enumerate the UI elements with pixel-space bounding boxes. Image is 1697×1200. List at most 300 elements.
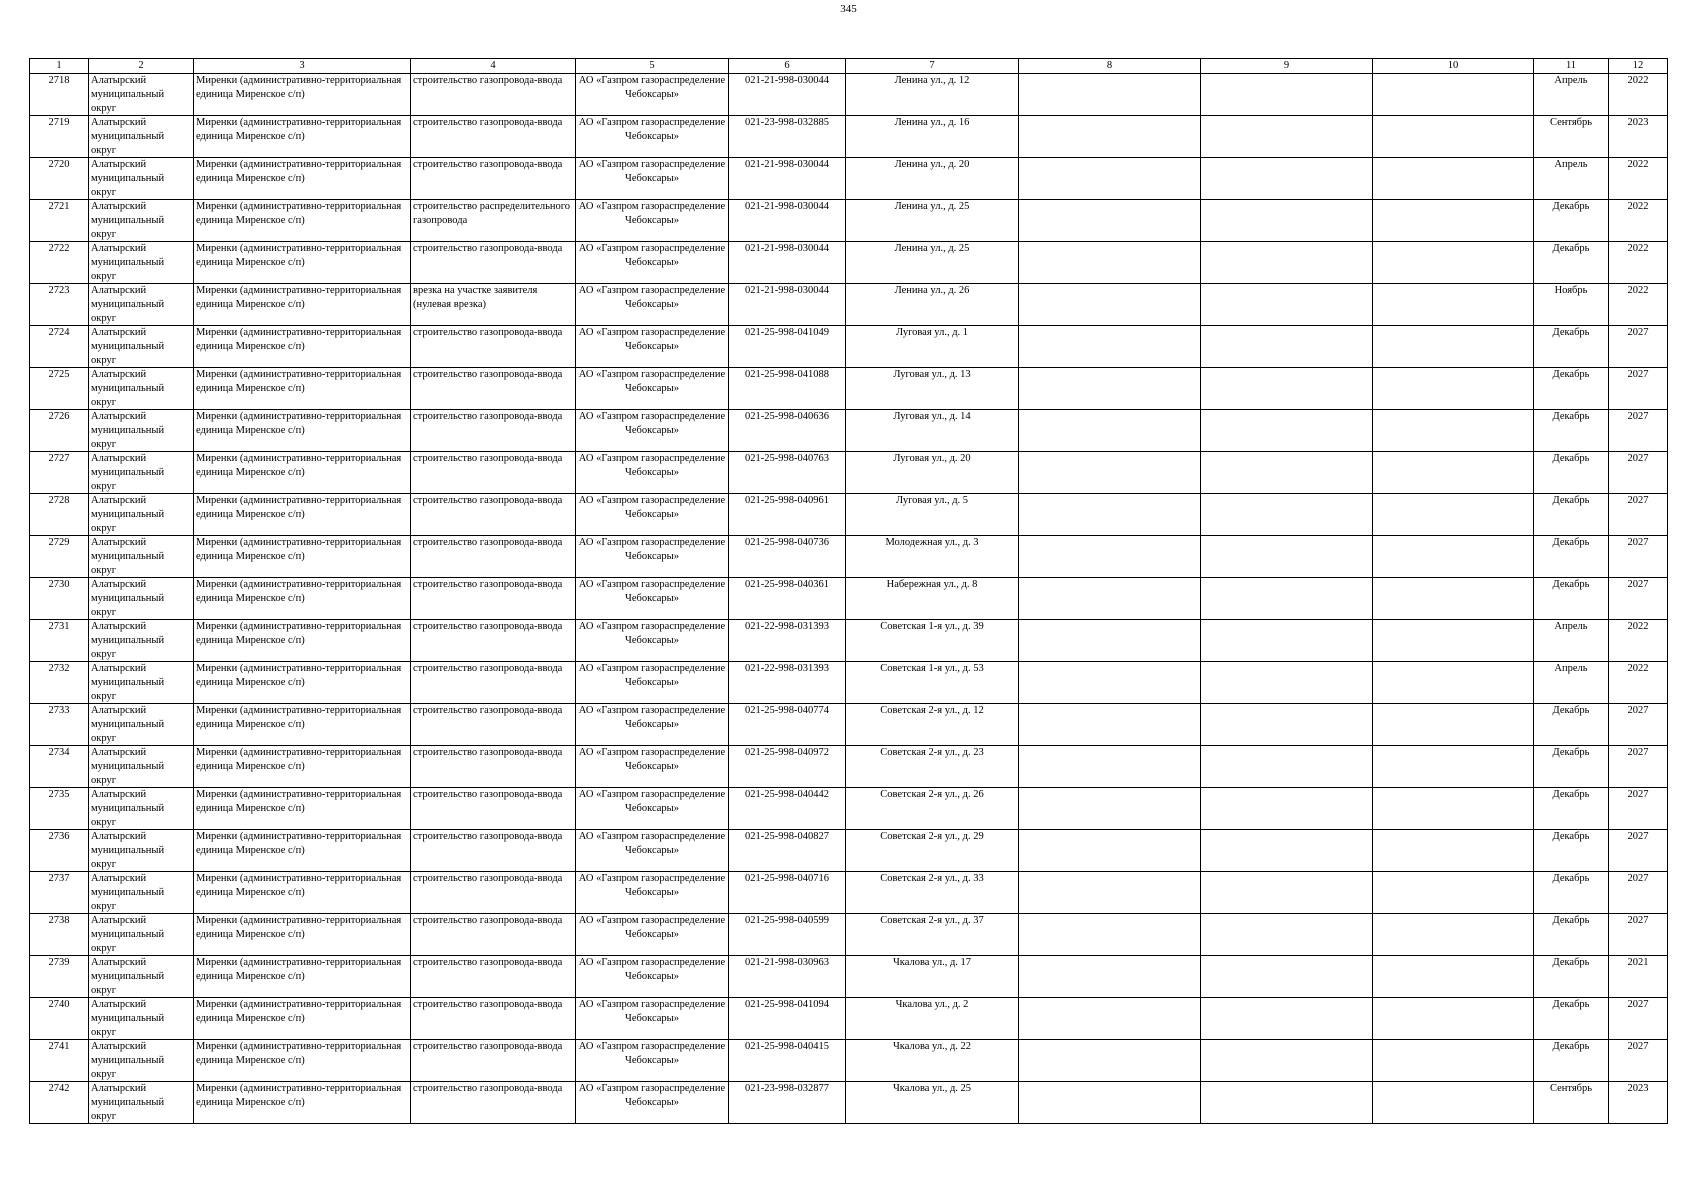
column-8-cell bbox=[1019, 788, 1201, 830]
row-number-text: 2742 bbox=[48, 1083, 70, 1094]
month-cell bbox=[1534, 452, 1609, 494]
column-header-4: 4 bbox=[411, 59, 576, 74]
month-cell bbox=[1534, 662, 1609, 704]
column-9-cell bbox=[1201, 956, 1373, 998]
column-9-cell bbox=[1201, 242, 1373, 284]
locality-cell-text: Миренки (административно-территориальная единица Миренское с/п) bbox=[196, 453, 402, 478]
program-code-cell-text: 021-21-998-030044 bbox=[745, 243, 829, 254]
month-cell bbox=[1534, 914, 1609, 956]
locality-cell bbox=[194, 1040, 411, 1082]
program-code-cell-text: 021-22-998-031393 bbox=[745, 621, 829, 632]
district-cell-text: Алатырский муниципальный округ bbox=[91, 1041, 165, 1080]
column-9-cell bbox=[1201, 662, 1373, 704]
table-row bbox=[30, 956, 1668, 998]
work-type-cell bbox=[411, 872, 576, 914]
month-cell-text: Декабрь bbox=[1552, 999, 1590, 1010]
column-9-cell bbox=[1201, 284, 1373, 326]
locality-cell-text: Миренки (административно-территориальная единица Миренское с/п) bbox=[196, 915, 402, 940]
district-cell bbox=[89, 200, 194, 242]
year-cell bbox=[1609, 326, 1668, 368]
column-8-cell bbox=[1019, 368, 1201, 410]
column-10-cell bbox=[1373, 494, 1534, 536]
row-number-text: 2736 bbox=[48, 831, 70, 842]
program-code-cell-text: 021-22-998-031393 bbox=[745, 663, 829, 674]
row-number bbox=[30, 578, 89, 620]
year-cell-text: 2022 bbox=[1627, 285, 1649, 296]
locality-cell-text: Миренки (административно-территориальная единица Миренское с/п) bbox=[196, 705, 402, 730]
column-10-cell-text bbox=[1375, 158, 1531, 199]
column-10-cell-text bbox=[1375, 956, 1531, 997]
column-8-cell bbox=[1019, 410, 1201, 452]
column-8-cell-text bbox=[1021, 830, 1198, 871]
locality-cell-text: Миренки (административно-территориальная единица Миренское с/п) bbox=[196, 747, 402, 772]
month-cell bbox=[1534, 200, 1609, 242]
month-cell bbox=[1534, 620, 1609, 662]
program-code-cell-text: 021-25-998-040961 bbox=[745, 495, 829, 506]
address-cell-text: Ленина ул., д. 16 bbox=[894, 117, 970, 128]
month-cell-text: Декабрь bbox=[1552, 747, 1590, 758]
address-cell-text: Чкалова ул., д. 25 bbox=[892, 1083, 972, 1094]
work-type-cell bbox=[411, 74, 576, 116]
month-cell-text: Декабрь bbox=[1552, 915, 1590, 926]
program-code-cell bbox=[729, 788, 846, 830]
column-9-cell-text bbox=[1203, 956, 1370, 997]
year-cell-text: 2023 bbox=[1627, 117, 1649, 128]
year-cell-text: 2027 bbox=[1627, 873, 1649, 884]
year-cell bbox=[1609, 158, 1668, 200]
column-8-cell bbox=[1019, 998, 1201, 1040]
column-9-cell bbox=[1201, 1040, 1373, 1082]
work-type-cell-text: строительство газопровода-ввода bbox=[413, 621, 563, 632]
organization-cell-text: АО «Газпром газораспределение Чебоксары» bbox=[578, 453, 726, 478]
work-type-cell-text: строительство газопровода-ввода bbox=[413, 915, 563, 926]
column-10-cell bbox=[1373, 1082, 1534, 1124]
locality-cell-text: Миренки (административно-территориальная единица Миренское с/п) bbox=[196, 411, 402, 436]
program-code-cell-text: 021-25-998-041094 bbox=[745, 999, 829, 1010]
program-code-cell bbox=[729, 578, 846, 620]
locality-cell bbox=[194, 284, 411, 326]
district-cell-text: Алатырский муниципальный округ bbox=[91, 243, 165, 282]
column-8-cell-text bbox=[1021, 494, 1198, 535]
program-code-cell bbox=[729, 452, 846, 494]
month-cell bbox=[1534, 788, 1609, 830]
year-cell bbox=[1609, 578, 1668, 620]
locality-cell-text: Миренки (административно-территориальная единица Миренское с/п) bbox=[196, 999, 402, 1024]
month-cell bbox=[1534, 872, 1609, 914]
month-cell-text: Декабрь bbox=[1552, 495, 1590, 506]
column-9-cell-text bbox=[1203, 242, 1370, 283]
district-cell bbox=[89, 116, 194, 158]
work-type-cell bbox=[411, 998, 576, 1040]
locality-cell-text: Миренки (административно-территориальная единица Миренское с/п) bbox=[196, 369, 402, 394]
year-cell bbox=[1609, 914, 1668, 956]
program-code-cell bbox=[729, 494, 846, 536]
organization-cell bbox=[576, 242, 729, 284]
address-cell-text: Советская 2-я ул., д. 33 bbox=[880, 873, 984, 884]
address-cell bbox=[846, 452, 1019, 494]
year-cell bbox=[1609, 410, 1668, 452]
row-number bbox=[30, 620, 89, 662]
work-type-cell-text: строительство распределительного газопровода bbox=[413, 201, 571, 226]
column-8-cell bbox=[1019, 74, 1201, 116]
year-cell-text: 2022 bbox=[1627, 243, 1649, 254]
work-type-cell bbox=[411, 536, 576, 578]
column-8-cell-text bbox=[1021, 620, 1198, 661]
organization-cell bbox=[576, 200, 729, 242]
column-9-cell bbox=[1201, 914, 1373, 956]
year-cell-text: 2027 bbox=[1627, 789, 1649, 800]
year-cell bbox=[1609, 788, 1668, 830]
row-number bbox=[30, 74, 89, 116]
row-number bbox=[30, 200, 89, 242]
month-cell bbox=[1534, 326, 1609, 368]
work-type-cell bbox=[411, 200, 576, 242]
address-cell-text: Чкалова ул., д. 2 bbox=[895, 999, 969, 1010]
column-8-cell bbox=[1019, 1082, 1201, 1124]
organization-cell-text: АО «Газпром газораспределение Чебоксары» bbox=[578, 873, 726, 898]
row-number bbox=[30, 914, 89, 956]
address-cell bbox=[846, 872, 1019, 914]
year-cell-text: 2027 bbox=[1627, 1041, 1649, 1052]
column-8-cell bbox=[1019, 620, 1201, 662]
month-cell bbox=[1534, 494, 1609, 536]
locality-cell bbox=[194, 914, 411, 956]
year-cell-text: 2027 bbox=[1627, 411, 1649, 422]
district-cell-text: Алатырский муниципальный округ bbox=[91, 285, 165, 324]
organization-cell-text: АО «Газпром газораспределение Чебоксары» bbox=[578, 117, 726, 142]
locality-cell-text: Миренки (административно-территориальная единица Миренское с/п) bbox=[196, 159, 402, 184]
month-cell bbox=[1534, 704, 1609, 746]
work-type-cell bbox=[411, 116, 576, 158]
district-cell bbox=[89, 158, 194, 200]
address-cell bbox=[846, 410, 1019, 452]
work-type-cell-text: строительство газопровода-ввода bbox=[413, 159, 563, 170]
row-number bbox=[30, 284, 89, 326]
locality-cell bbox=[194, 788, 411, 830]
year-cell bbox=[1609, 452, 1668, 494]
district-cell-text: Алатырский муниципальный округ bbox=[91, 621, 165, 660]
address-cell bbox=[846, 578, 1019, 620]
column-9-cell-text bbox=[1203, 872, 1370, 913]
month-cell-text: Ноябрь bbox=[1554, 285, 1588, 296]
column-10-cell-text bbox=[1375, 998, 1531, 1039]
row-number-text: 2731 bbox=[48, 621, 70, 632]
year-cell bbox=[1609, 74, 1668, 116]
locality-cell bbox=[194, 494, 411, 536]
locality-cell-text: Миренки (административно-территориальная единица Миренское с/п) bbox=[196, 831, 402, 856]
program-code-cell bbox=[729, 242, 846, 284]
work-type-cell bbox=[411, 242, 576, 284]
row-number bbox=[30, 368, 89, 410]
district-cell-text: Алатырский муниципальный округ bbox=[91, 495, 165, 534]
column-9-cell bbox=[1201, 326, 1373, 368]
work-type-cell-text: строительство газопровода-ввода bbox=[413, 1041, 563, 1052]
column-8-cell bbox=[1019, 494, 1201, 536]
work-type-cell bbox=[411, 704, 576, 746]
column-header-6: 6 bbox=[729, 59, 846, 74]
program-code-cell-text: 021-23-998-032885 bbox=[745, 117, 829, 128]
district-cell-text: Алатырский муниципальный округ bbox=[91, 999, 165, 1038]
locality-cell bbox=[194, 998, 411, 1040]
address-cell-text: Советская 1-я ул., д. 53 bbox=[880, 663, 984, 674]
year-cell-text: 2022 bbox=[1627, 75, 1649, 86]
table-row bbox=[30, 116, 1668, 158]
organization-cell bbox=[576, 536, 729, 578]
column-10-cell bbox=[1373, 74, 1534, 116]
organization-cell bbox=[576, 74, 729, 116]
district-cell bbox=[89, 704, 194, 746]
year-cell bbox=[1609, 998, 1668, 1040]
column-10-cell bbox=[1373, 158, 1534, 200]
district-cell bbox=[89, 368, 194, 410]
row-number-text: 2741 bbox=[48, 1041, 70, 1052]
column-header-3: 3 bbox=[194, 59, 411, 74]
row-number-text: 2733 bbox=[48, 705, 70, 716]
locality-cell bbox=[194, 620, 411, 662]
address-cell bbox=[846, 830, 1019, 872]
table-row bbox=[30, 410, 1668, 452]
column-10-cell-text bbox=[1375, 620, 1531, 661]
row-number-text: 2719 bbox=[48, 117, 70, 128]
column-10-cell-text bbox=[1375, 1082, 1531, 1123]
month-cell-text: Декабрь bbox=[1552, 453, 1590, 464]
program-code-cell bbox=[729, 662, 846, 704]
work-type-cell-text: строительство газопровода-ввода bbox=[413, 1083, 563, 1094]
column-9-cell-text bbox=[1203, 620, 1370, 661]
column-header-8: 8 bbox=[1019, 59, 1201, 74]
locality-cell-text: Миренки (административно-территориальная единица Миренское с/п) bbox=[196, 957, 402, 982]
organization-cell bbox=[576, 704, 729, 746]
program-code-cell bbox=[729, 914, 846, 956]
column-9-cell-text bbox=[1203, 536, 1370, 577]
column-8-cell-text bbox=[1021, 956, 1198, 997]
column-10-cell bbox=[1373, 704, 1534, 746]
table-row bbox=[30, 284, 1668, 326]
month-cell bbox=[1534, 368, 1609, 410]
district-cell bbox=[89, 410, 194, 452]
column-10-cell-text bbox=[1375, 284, 1531, 325]
column-9-cell bbox=[1201, 368, 1373, 410]
column-8-cell-text bbox=[1021, 914, 1198, 955]
locality-cell-text: Миренки (административно-территориальная единица Миренское с/п) bbox=[196, 789, 402, 814]
work-type-cell-text: строительство газопровода-ввода bbox=[413, 537, 563, 548]
organization-cell bbox=[576, 410, 729, 452]
table-row bbox=[30, 158, 1668, 200]
organization-cell-text: АО «Газпром газораспределение Чебоксары» bbox=[578, 1041, 726, 1066]
year-cell-text: 2027 bbox=[1627, 915, 1649, 926]
row-number-text: 2721 bbox=[48, 201, 70, 212]
row-number bbox=[30, 116, 89, 158]
column-9-cell bbox=[1201, 494, 1373, 536]
table-row bbox=[30, 830, 1668, 872]
month-cell bbox=[1534, 158, 1609, 200]
district-cell bbox=[89, 998, 194, 1040]
row-number bbox=[30, 452, 89, 494]
address-cell-text: Луговая ул., д. 14 bbox=[893, 411, 971, 422]
organization-cell-text: АО «Газпром газораспределение Чебоксары» bbox=[578, 411, 726, 436]
column-8-cell bbox=[1019, 536, 1201, 578]
row-number-text: 2724 bbox=[48, 327, 70, 338]
organization-cell-text: АО «Газпром газораспределение Чебоксары» bbox=[578, 999, 726, 1024]
column-10-cell-text bbox=[1375, 200, 1531, 241]
year-cell-text: 2027 bbox=[1627, 999, 1649, 1010]
month-cell-text: Декабрь bbox=[1552, 537, 1590, 548]
address-cell-text: Ленина ул., д. 25 bbox=[894, 243, 970, 254]
work-type-cell bbox=[411, 620, 576, 662]
program-code-cell-text: 021-25-998-041088 bbox=[745, 369, 829, 380]
organization-cell-text: АО «Газпром газораспределение Чебоксары» bbox=[578, 243, 726, 268]
program-code-cell-text: 021-21-998-030044 bbox=[745, 285, 829, 296]
month-cell-text: Декабрь bbox=[1552, 789, 1590, 800]
column-9-cell bbox=[1201, 452, 1373, 494]
table-row bbox=[30, 1082, 1668, 1124]
column-10-cell-text bbox=[1375, 578, 1531, 619]
district-cell-text: Алатырский муниципальный округ bbox=[91, 705, 165, 744]
column-10-cell-text bbox=[1375, 368, 1531, 409]
work-type-cell-text: строительство газопровода-ввода bbox=[413, 831, 563, 842]
column-header-11: 11 bbox=[1534, 59, 1609, 74]
column-8-cell-text bbox=[1021, 872, 1198, 913]
address-cell bbox=[846, 746, 1019, 788]
locality-cell bbox=[194, 1082, 411, 1124]
address-cell-text: Ленина ул., д. 12 bbox=[894, 75, 970, 86]
organization-cell-text: АО «Газпром газораспределение Чебоксары» bbox=[578, 705, 726, 730]
organization-cell-text: АО «Газпром газораспределение Чебоксары» bbox=[578, 957, 726, 982]
column-8-cell bbox=[1019, 116, 1201, 158]
work-type-cell-text: врезка на участке заявителя (нулевая врезка) bbox=[413, 285, 538, 310]
work-type-cell-text: строительство газопровода-ввода bbox=[413, 873, 563, 884]
column-8-cell-text bbox=[1021, 452, 1198, 493]
row-number-text: 2735 bbox=[48, 789, 70, 800]
column-9-cell bbox=[1201, 74, 1373, 116]
organization-cell-text: АО «Газпром газораспределение Чебоксары» bbox=[578, 369, 726, 394]
program-code-cell bbox=[729, 74, 846, 116]
column-10-cell bbox=[1373, 956, 1534, 998]
year-cell bbox=[1609, 116, 1668, 158]
organization-cell bbox=[576, 452, 729, 494]
district-cell bbox=[89, 536, 194, 578]
column-10-cell-text bbox=[1375, 410, 1531, 451]
column-8-cell bbox=[1019, 662, 1201, 704]
work-type-cell-text: строительство газопровода-ввода bbox=[413, 789, 563, 800]
table-row bbox=[30, 704, 1668, 746]
column-9-cell bbox=[1201, 578, 1373, 620]
year-cell-text: 2027 bbox=[1627, 747, 1649, 758]
district-cell bbox=[89, 788, 194, 830]
locality-cell-text: Миренки (административно-территориальная единица Миренское с/п) bbox=[196, 873, 402, 898]
address-cell-text: Луговая ул., д. 1 bbox=[895, 327, 969, 338]
year-cell-text: 2021 bbox=[1627, 957, 1649, 968]
column-8-cell-text bbox=[1021, 116, 1198, 157]
locality-cell-text: Миренки (административно-территориальная единица Миренское с/п) bbox=[196, 495, 402, 520]
address-cell bbox=[846, 116, 1019, 158]
address-cell bbox=[846, 662, 1019, 704]
table-row bbox=[30, 620, 1668, 662]
column-8-cell-text bbox=[1021, 200, 1198, 241]
row-number bbox=[30, 746, 89, 788]
table-header bbox=[30, 59, 1668, 74]
column-8-cell-text bbox=[1021, 242, 1198, 283]
column-8-cell bbox=[1019, 200, 1201, 242]
program-code-cell bbox=[729, 746, 846, 788]
locality-cell bbox=[194, 704, 411, 746]
table-body bbox=[30, 74, 1668, 1124]
address-cell bbox=[846, 998, 1019, 1040]
work-type-cell bbox=[411, 1040, 576, 1082]
locality-cell bbox=[194, 536, 411, 578]
locality-cell-text: Миренки (административно-территориальная единица Миренское с/п) bbox=[196, 1041, 402, 1066]
address-cell-text: Чкалова ул., д. 17 bbox=[892, 957, 972, 968]
column-10-cell-text bbox=[1375, 1040, 1531, 1081]
work-type-cell-text: строительство газопровода-ввода bbox=[413, 747, 563, 758]
column-8-cell-text bbox=[1021, 1040, 1198, 1081]
work-type-cell-text: строительство газопровода-ввода bbox=[413, 705, 563, 716]
column-10-cell-text bbox=[1375, 662, 1531, 703]
column-10-cell-text bbox=[1375, 242, 1531, 283]
column-9-cell bbox=[1201, 158, 1373, 200]
address-cell-text: Луговая ул., д. 20 bbox=[893, 453, 971, 464]
district-cell bbox=[89, 1040, 194, 1082]
address-cell bbox=[846, 158, 1019, 200]
column-10-cell bbox=[1373, 746, 1534, 788]
row-number-text: 2729 bbox=[48, 537, 70, 548]
month-cell-text: Декабрь bbox=[1552, 957, 1590, 968]
work-type-cell bbox=[411, 662, 576, 704]
address-cell-text: Советская 2-я ул., д. 29 bbox=[880, 831, 984, 842]
column-10-cell-text bbox=[1375, 872, 1531, 913]
organization-cell bbox=[576, 830, 729, 872]
column-8-cell-text bbox=[1021, 368, 1198, 409]
program-code-cell-text: 021-25-998-040442 bbox=[745, 789, 829, 800]
district-cell-text: Алатырский муниципальный округ bbox=[91, 201, 165, 240]
column-9-cell bbox=[1201, 746, 1373, 788]
work-type-cell bbox=[411, 494, 576, 536]
district-cell-text: Алатырский муниципальный округ bbox=[91, 1083, 165, 1122]
column-8-cell bbox=[1019, 830, 1201, 872]
column-10-cell bbox=[1373, 662, 1534, 704]
column-9-cell-text bbox=[1203, 578, 1370, 619]
organization-cell-text: АО «Газпром газораспределение Чебоксары» bbox=[578, 579, 726, 604]
work-type-cell bbox=[411, 326, 576, 368]
month-cell-text: Декабрь bbox=[1552, 831, 1590, 842]
work-type-cell-text: строительство газопровода-ввода bbox=[413, 663, 563, 674]
organization-cell bbox=[576, 956, 729, 998]
work-type-cell-text: строительство газопровода-ввода bbox=[413, 369, 563, 380]
work-type-cell bbox=[411, 788, 576, 830]
row-number-text: 2727 bbox=[48, 453, 70, 464]
program-code-cell-text: 021-25-998-040827 bbox=[745, 831, 829, 842]
locality-cell bbox=[194, 578, 411, 620]
month-cell bbox=[1534, 536, 1609, 578]
program-code-cell bbox=[729, 1082, 846, 1124]
organization-cell bbox=[576, 1082, 729, 1124]
column-10-cell-text bbox=[1375, 830, 1531, 871]
month-cell bbox=[1534, 1082, 1609, 1124]
organization-cell-text: АО «Газпром газораспределение Чебоксары» bbox=[578, 663, 726, 688]
year-cell-text: 2027 bbox=[1627, 579, 1649, 590]
locality-cell bbox=[194, 368, 411, 410]
column-9-cell bbox=[1201, 1082, 1373, 1124]
column-9-cell-text bbox=[1203, 452, 1370, 493]
column-9-cell bbox=[1201, 536, 1373, 578]
district-cell bbox=[89, 1082, 194, 1124]
column-9-cell-text bbox=[1203, 1082, 1370, 1123]
table-row bbox=[30, 200, 1668, 242]
column-9-cell bbox=[1201, 200, 1373, 242]
year-cell-text: 2022 bbox=[1627, 159, 1649, 170]
gasification-registry-table bbox=[29, 58, 1668, 1124]
column-8-cell-text bbox=[1021, 788, 1198, 829]
